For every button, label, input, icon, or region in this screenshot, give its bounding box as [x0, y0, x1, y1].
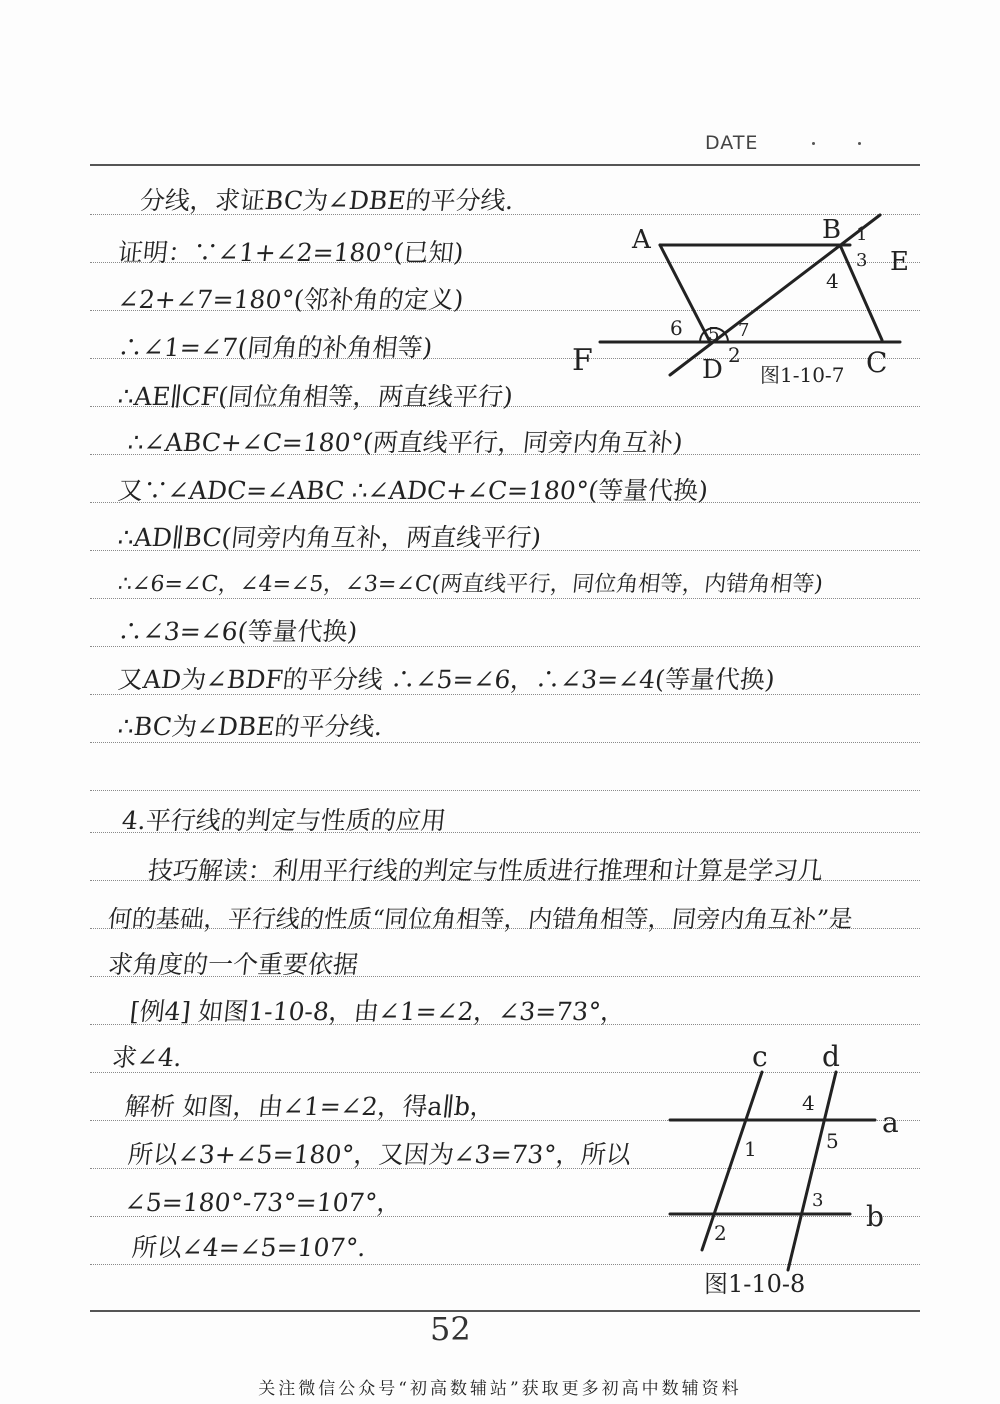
figure-1-10-7 [560, 200, 920, 410]
fig1-angle-1: 1 [856, 224, 868, 245]
example-line: 求∠4. [110, 1043, 184, 1072]
fig1-label-e: E [890, 247, 909, 277]
fig1-angle-2: 2 [728, 343, 741, 367]
line-db [670, 215, 880, 375]
footer-text: 关注微信公众号“初高数辅站”获取更多初高中数辅资料 [258, 1379, 742, 1399]
proof-line: ∴∠6=∠C，∠4=∠5，∠3=∠C(两直线平行，同位角相等，内错角相等) [116, 572, 825, 597]
tip-line: 何的基础，平行线的性质“同位角相等，内错角相等，同旁内角互补”是 [106, 905, 855, 933]
proof-line: 又∵∠ADC=∠ABC ∴∠ADC+∠C=180°(等量代换) [116, 476, 710, 505]
section-heading: 4.平行线的判定与性质的应用 [120, 806, 448, 835]
fig1-label-f: F [572, 343, 593, 378]
fig1-angle-5: 5 [708, 324, 720, 345]
fig1-label-b: B [822, 215, 842, 245]
fig1-angle-7: 7 [738, 320, 750, 341]
proof-line: 证明：∵∠1+∠2=180°(已知) [116, 238, 465, 267]
proof-line: ∴BC为∠DBE的平分线. [116, 712, 385, 741]
fig2-caption: 图1-10-8 [704, 1270, 806, 1298]
fig1-angle-4: 4 [826, 269, 839, 293]
tip-line: 求角度的一个重要依据 [106, 950, 360, 979]
date-dot [858, 142, 861, 145]
solution-line: 所以∠4=∠5=107°. [130, 1233, 368, 1262]
tip-line: 技巧解读：利用平行线的判定与性质进行推理和计算是学习几 [146, 856, 825, 885]
fig2-angle-3: 3 [812, 1190, 824, 1211]
ruled-line [90, 790, 920, 791]
proof-line: ∴∠1=∠7(同角的补角相等) [116, 333, 434, 362]
fig2-angle-5: 5 [826, 1129, 839, 1153]
solution-line: ∠5=180°-73°=107°， [123, 1188, 404, 1217]
fig2-angle-4: 4 [802, 1091, 815, 1115]
proof-line: ∴∠ABC+∠C=180°(两直线平行，同旁内角互补) [126, 428, 685, 457]
figure-1-10-8 [640, 1040, 920, 1310]
example-line: [例4] 如图1-10-8，由∠1=∠2，∠3=73°， [128, 997, 628, 1026]
fig2-label-b: b [866, 1200, 884, 1233]
fig2-angle-2: 2 [714, 1221, 727, 1245]
proof-line: 又AD为∠BDF的平分线 ∴∠5=∠6，∴∠3=∠4(等量代换) [116, 665, 777, 694]
proof-line: ∠2+∠7=180°(邻补角的定义) [116, 285, 465, 314]
fig2-label-d: d [822, 1040, 840, 1073]
fig2-angle-1: 1 [744, 1137, 757, 1161]
line-ad [660, 245, 710, 342]
fig1-angle-3: 3 [856, 250, 868, 271]
ruled-line [90, 742, 920, 743]
proof-line: 分线，求证BC为∠DBE的平分线. [138, 186, 516, 215]
fig2-label-a: a [882, 1106, 899, 1139]
solution-line: 解析 如图，由∠1=∠2，得a∥b， [123, 1092, 497, 1121]
footer-rule [90, 1310, 920, 1312]
solution-line: 所以∠3+∠5=180°，又因为∠3=73°，所以 [126, 1140, 633, 1169]
page-number: 52 [430, 1310, 471, 1348]
fig1-angle-6: 6 [670, 316, 683, 340]
fig2-label-c: c [752, 1040, 768, 1073]
proof-line: ∴∠3=∠6(等量代换) [116, 617, 359, 646]
fig1-label-a: A [632, 225, 651, 255]
line-c [702, 1072, 762, 1250]
fig1-caption: 图1-10-7 [760, 363, 845, 387]
date-dot [812, 142, 815, 145]
proof-line: ∴AE∥CF(同位角相等，两直线平行) [116, 382, 515, 411]
fig1-label-d: D [702, 355, 723, 385]
date-label: DATE [705, 132, 759, 154]
header-rule [90, 164, 920, 166]
fig1-label-c: C [866, 346, 888, 379]
proof-line: ∴AD∥BC(同旁内角互补，两直线平行) [116, 523, 543, 552]
